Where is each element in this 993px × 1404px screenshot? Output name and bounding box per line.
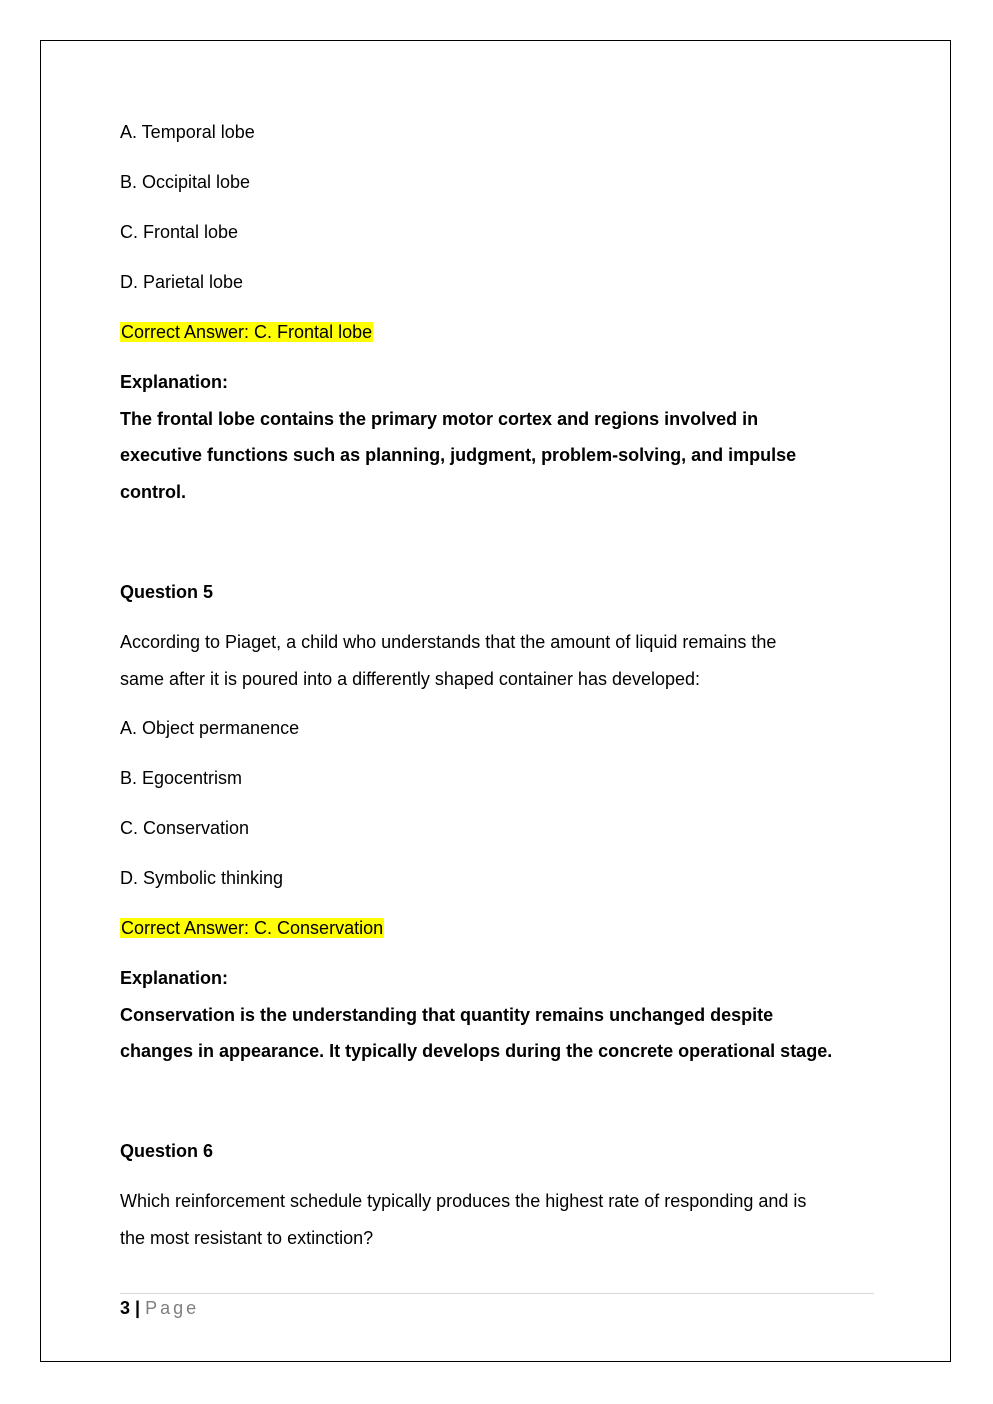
page-label: Page [145,1298,200,1318]
q4-option-c: C. Frontal lobe [120,222,239,242]
q4-option-a: A. Temporal lobe [120,122,255,142]
q6-question-line-2: the most resistant to extinction? [120,1228,374,1248]
q5-option-a: A. Object permanence [120,718,300,738]
q5-question-line-1: According to Piaget, a child who understands that the amount of liquid remains the [120,632,777,652]
q4-explanation-label: Explanation: [120,372,229,392]
q5-explanation-line-2: changes in appearance. It typically develops during the concrete operational stage. [120,1041,833,1061]
q5-correct-answer-text: Correct Answer: C. Conservation [121,918,384,938]
q4-option-b: B. Occipital lobe [120,172,251,192]
q5-explanation-label: Explanation: [120,968,229,988]
q5-title: Question 5 [120,582,214,602]
q5-correct-answer [120,917,384,939]
page-number: 3 [120,1298,131,1318]
q4-explanation-line-2: executive functions such as planning, judgment, problem-solving, and impulse [120,445,797,465]
q4-correct-answer [120,321,373,343]
q4-correct-answer-text: Correct Answer: C. Frontal lobe [121,322,373,342]
q6-title: Question 6 [120,1141,214,1161]
q6-question-line-1: Which reinforcement schedule typically produces the highest rate of responding and is [120,1191,807,1211]
q4-option-d: D. Parietal lobe [120,272,244,292]
q4-explanation-line-1: The frontal lobe contains the primary motor cortex and regions involved in [120,409,759,429]
q5-option-d: D. Symbolic thinking [120,868,284,888]
q4-explanation-line-3: control. [120,482,186,502]
page-footer [120,1297,199,1319]
page-separator: | [135,1298,141,1318]
footer-divider [120,1293,874,1294]
q5-explanation-line-1: Conservation is the understanding that quantity remains unchanged despite [120,1005,774,1025]
q5-option-b: B. Egocentrism [120,768,243,788]
q5-option-c: C. Conservation [120,818,250,838]
q5-question-line-2: same after it is poured into a differently shaped container has developed: [120,669,701,689]
